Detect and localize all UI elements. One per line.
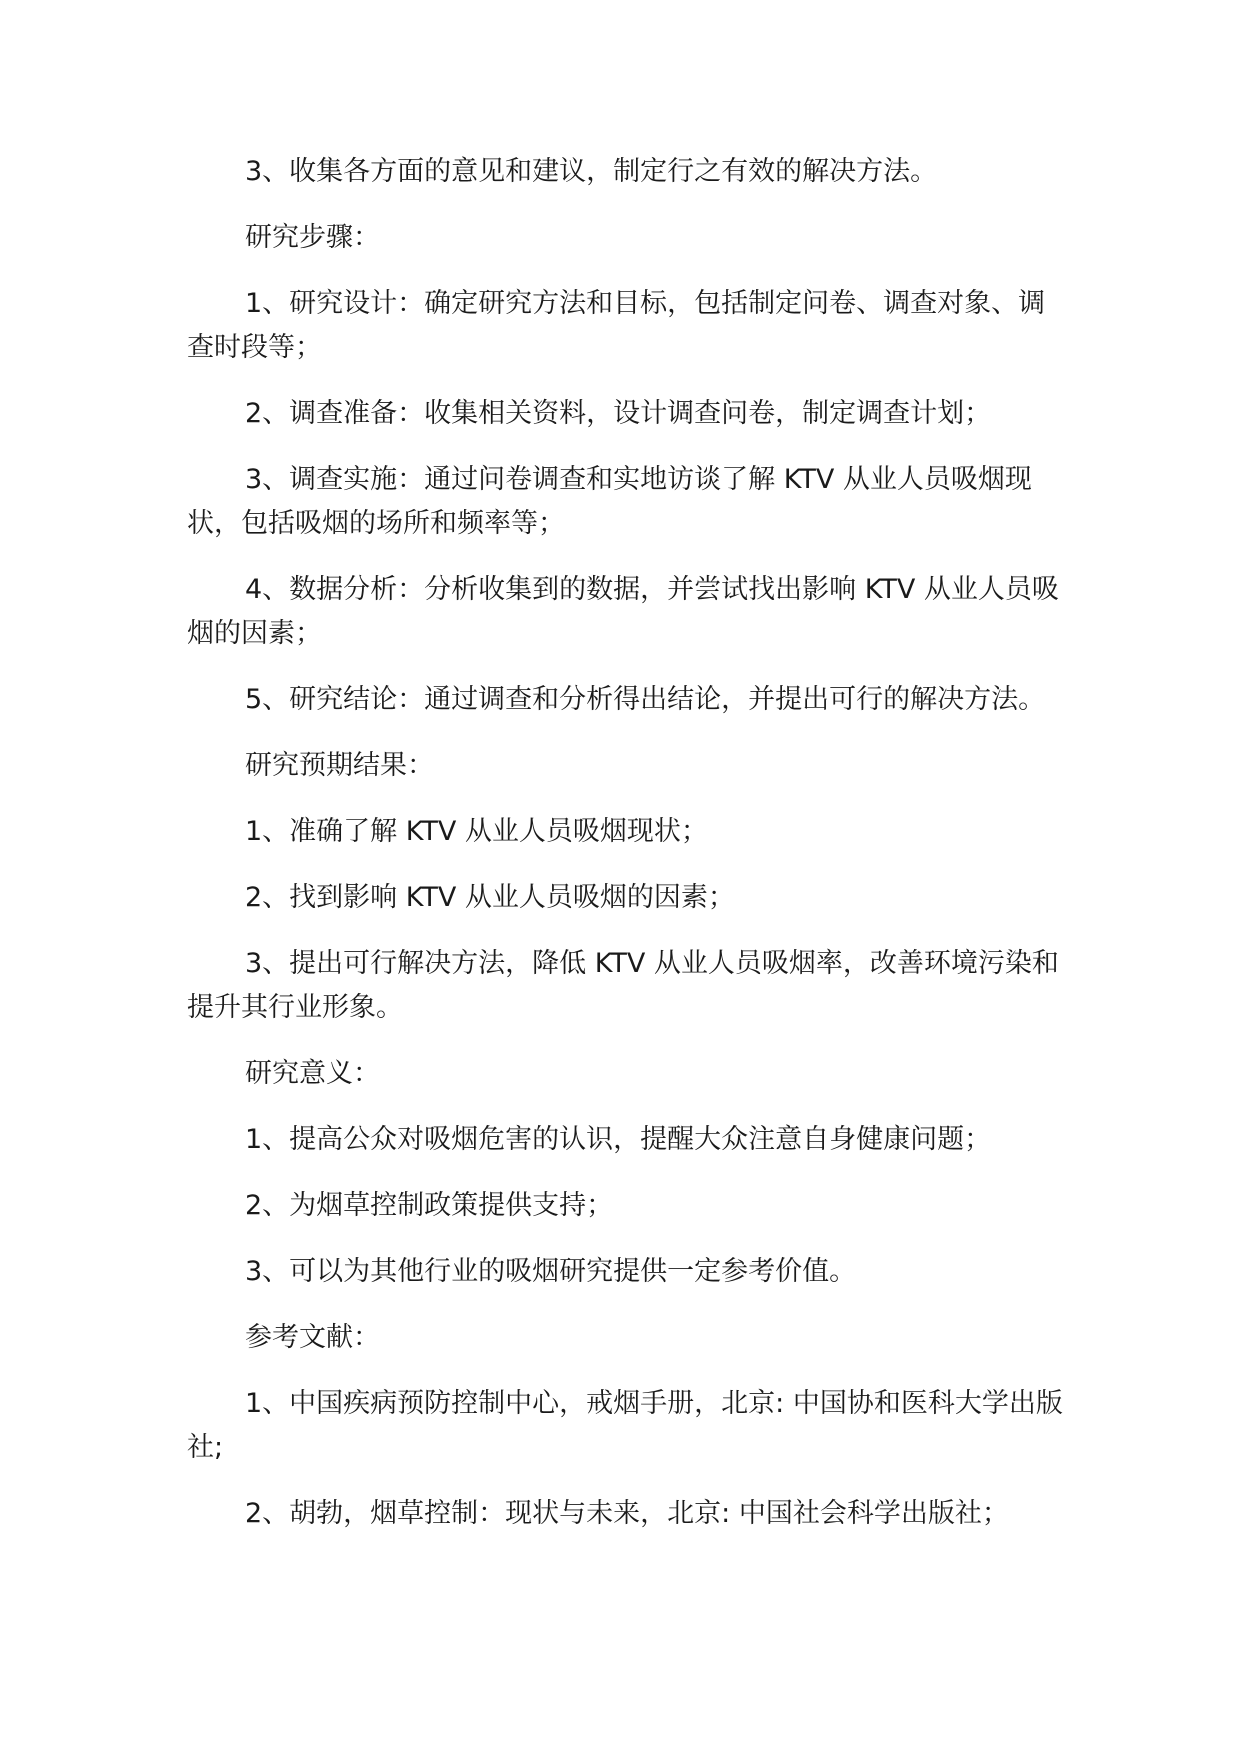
list-item-collect-opinions: 3、收集各方面的意见和建议，制定行之有效的解决方法。 [245, 156, 938, 187]
list-item-survey-implementation: 3、调查实施：通过问卷调查和实地访谈了解 KTV 从业人员吸烟现状，包括吸烟的场所和频率等； [187, 464, 1032, 539]
list-item-significance-1: 1、提高公众对吸烟危害的认识，提醒大众注意自身健康问题； [245, 1124, 992, 1155]
section-heading-research-steps: 研究步骤： [245, 222, 380, 253]
section-heading-expected-results: 研究预期结果： [245, 750, 434, 781]
list-item-survey-preparation: 2、调查准备：收集相关资料，设计调查问卷，制定调查计划； [245, 398, 992, 429]
document-body [187, 150, 1067, 1558]
list-item-research-design: 1、研究设计：确定研究方法和目标，包括制定问卷、调查对象、调查时段等； [187, 288, 1046, 363]
section-heading-references: 参考文献： [245, 1322, 380, 1353]
list-item-data-analysis: 4、数据分析：分析收集到的数据，并尝试找出影响 KTV 从业人员吸烟的因素； [187, 574, 1059, 649]
list-item-expected-result-2: 2、找到影响 KTV 从业人员吸烟的因素； [245, 882, 735, 913]
list-item-expected-result-3: 3、提出可行解决方法，降低 KTV 从业人员吸烟率，改善环境污染和提升其行业形象。 [187, 948, 1059, 1023]
list-item-significance-2: 2、为烟草控制政策提供支持； [245, 1190, 614, 1221]
list-item-research-conclusion: 5、研究结论：通过调查和分析得出结论，并提出可行的解决方法。 [245, 684, 1046, 715]
reference-item-2: 2、胡勃，烟草控制：现状与未来，北京: 中国社会科学出版社； [245, 1498, 1009, 1529]
section-heading-significance: 研究意义： [245, 1058, 380, 1089]
reference-item-1: 1、中国疾病预防控制中心，戒烟手册，北京: 中国协和医科大学出版社; [187, 1388, 1063, 1463]
list-item-significance-3: 3、可以为其他行业的吸烟研究提供一定参考价值。 [245, 1256, 857, 1287]
list-item-expected-result-1: 1、准确了解 KTV 从业人员吸烟现状； [245, 816, 708, 847]
